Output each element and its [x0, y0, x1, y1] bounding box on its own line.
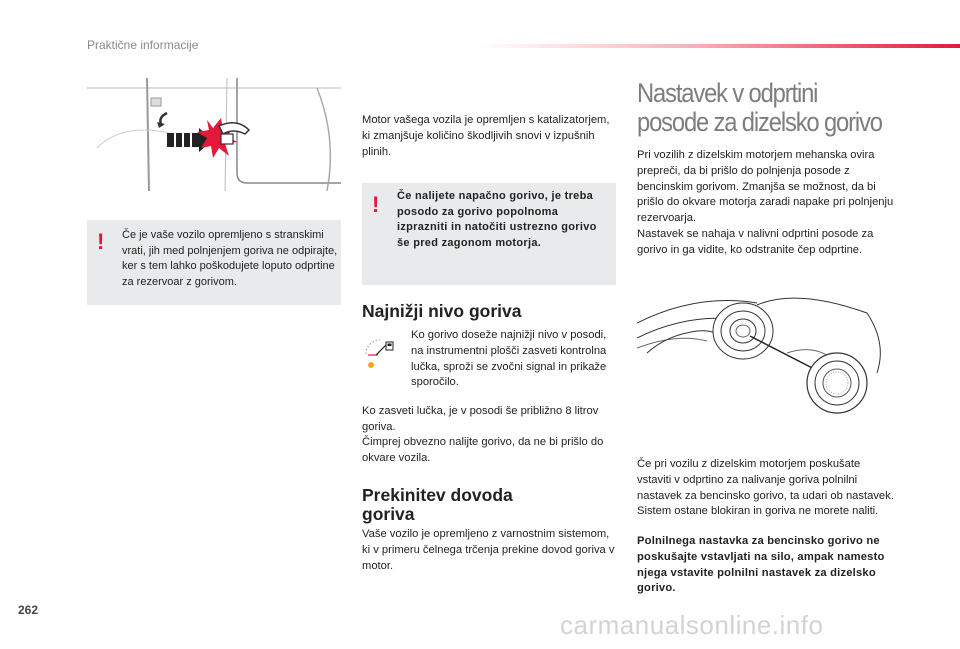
low-fuel-heading: Najnižji nivo goriva [362, 301, 522, 321]
fuel-cutoff-heading [362, 486, 622, 524]
fuel-cutoff-body: Vaše vozilo je opremljeno z varnostnim sistemom, ki v primeru čelnega trčenja prekine dovod goriva v motor. [362, 528, 615, 572]
low-fuel-body-1: Ko zasveti lučka, je v posodi še približno 8 litrov goriva. [362, 405, 599, 433]
diesel-neck-heading-line1: Nastavek v odprtini [637, 78, 818, 108]
watermark: carmanualsonline.info [560, 610, 824, 640]
section-title: Praktične informacije [87, 38, 199, 52]
exclamation-icon: ! [372, 192, 380, 217]
header-accent-bar [480, 44, 960, 48]
page-number: 262 [18, 603, 39, 617]
side-door-warning-text: Če je vaše vozilo opremljeno s stranskimi vrati, jih med polnjenjem goriva ne odpirajte, ker s tem lahko poškodujete loputo odprtine za rezervoar z gorivom. [122, 229, 338, 288]
wrong-fuel-warning-box [362, 183, 616, 285]
side-door-warning-box [87, 220, 341, 305]
diesel-neck-body-2: Nastavek se nahaja v nalivni odprtini posode za gorivo in ga vidite, ko odstranite čep odprtine. [637, 228, 874, 256]
fuel-cutoff-heading-line2: goriva [362, 504, 415, 524]
exclamation-icon: ! [97, 229, 105, 254]
wrong-fuel-warning-text: Če nalijete napačno gorivo, je treba posodo za gorivo popolnoma izprazniti in natočiti ustrezno gorivo še pred zagonom motorja. [397, 190, 597, 249]
diesel-neck-body-3: Če pri vozilu z dizelskim motorjem poskušate vstaviti v odprtino za nalivanje goriva polnilni nastavek za bencinsko gorivo, ta udari ob nastavek. Sistem ostane blokiran in goriva ne morete naliti. [637, 458, 894, 518]
car-side-door-illustration [87, 78, 341, 191]
catalyst-intro-text: Motor vašega vozila je opremljen s katalizatorjem, ki zmanjšuje količino škodljivih snovi v izpušnih plinih. [362, 114, 610, 158]
low-fuel-body-2: Čimprej obvezno nalijte gorivo, da ne bi prišlo do okvare vozila. [362, 436, 604, 464]
diesel-neck-heading-line2: posode za dizelsko gorivo [637, 107, 882, 137]
diesel-neck-heading [637, 79, 919, 137]
fuel-cutoff-heading-line1: Prekinitev dovoda [362, 485, 513, 505]
diesel-neck-body-1: Pri vozilih z dizelskim motorjem mehanska ovira prepreči, da bi prišlo do polnjenja posode z bencinskim gorivom. Zmanjša se možnost, da bi prišlo do okvare motorja zaradi napake pri polnjenju rezervoarja. [637, 149, 894, 225]
diesel-neck-body-bold: Polnilnega nastavka za bencinsko gorivo ne poskušajte vstavljati na silo, ampak namesto njega vstavite polnilni nastavek za dizelsko gorivo. [637, 535, 885, 595]
low-fuel-icon-text: Ko gorivo doseže najnižji nivo v posodi, na instrumentni plošči zasveti kontrolna lučka, sproži se zvočni signal in prikaže sporočilo. [411, 329, 607, 389]
diesel-filler-neck-illustration [637, 283, 897, 443]
fuel-gauge-icon [362, 334, 398, 374]
